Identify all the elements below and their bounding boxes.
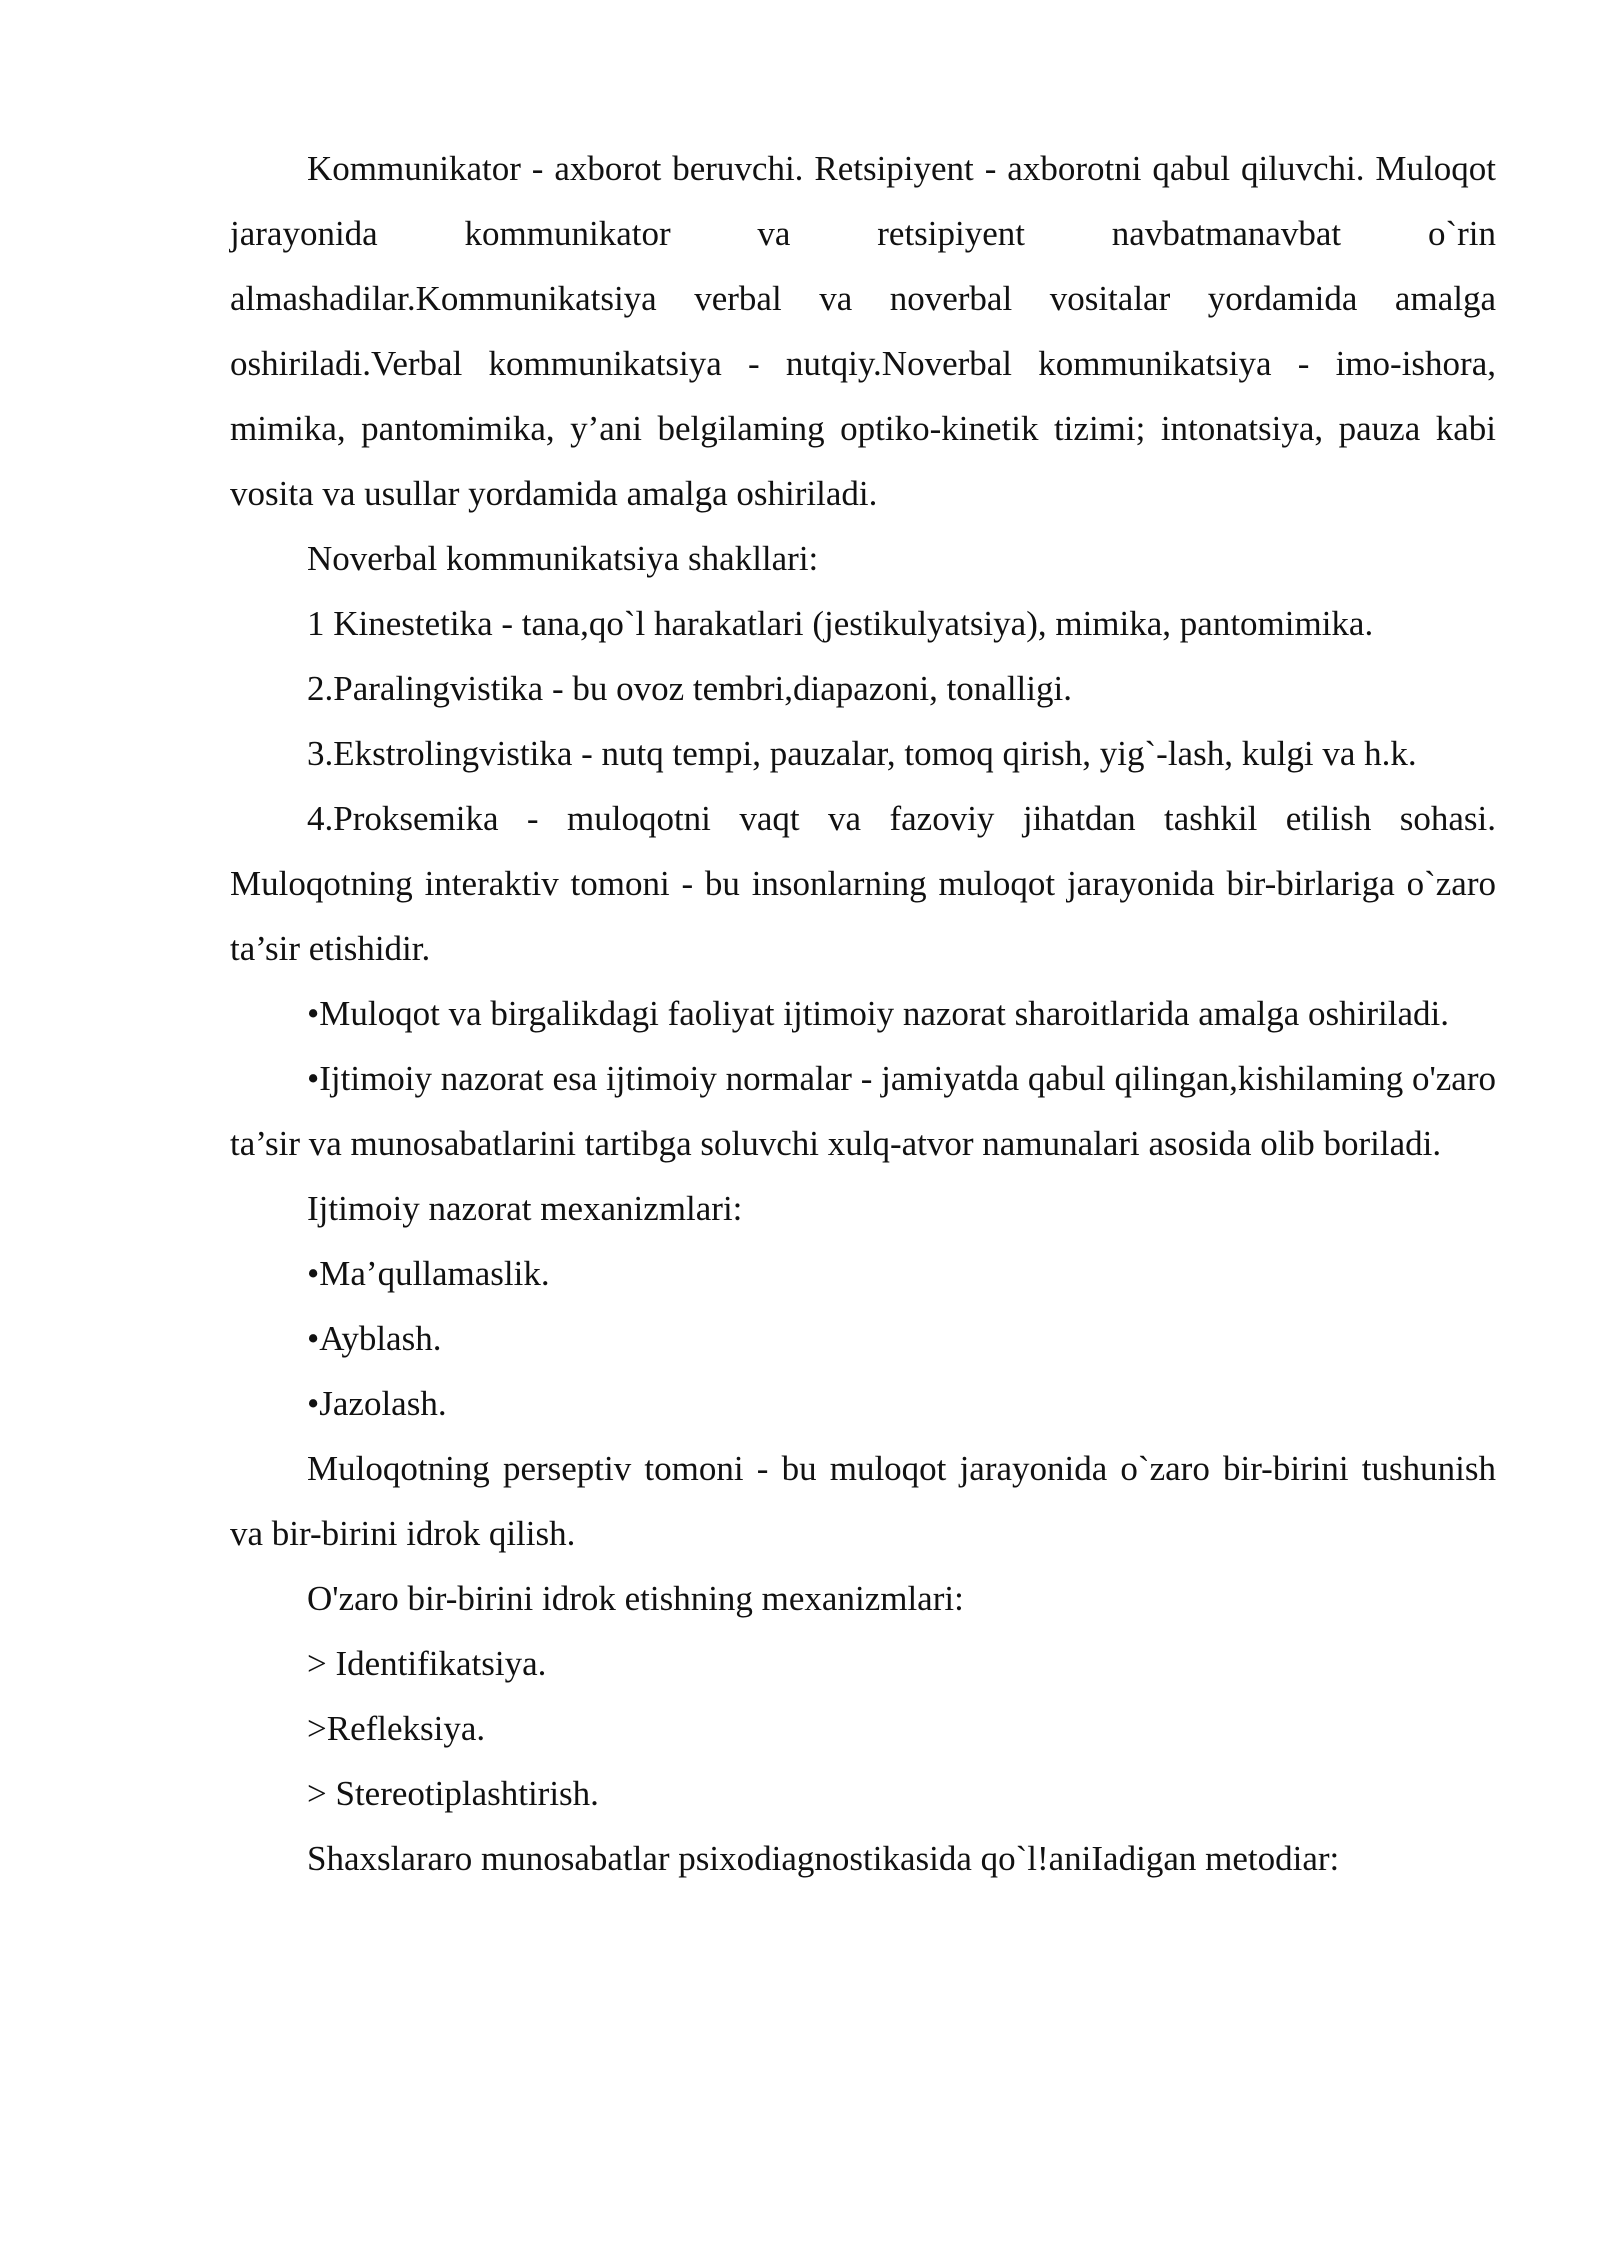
paragraph-idrok-mexanizmlari-heading: O'zaro bir-birini idrok etishning mexanizmlari: xyxy=(307,1579,964,1618)
paragraph-bullet-ijtimoiy-nazorat: •Ijtimoiy nazorat esa ijtimoiy normalar - jamiyatda qabul qilingan,kishilaming o'zaro ta’sir va munosabatlarini tartibga soluvchi xulq-atvor namunalari asosida olib boriladi. xyxy=(230,1059,1496,1163)
paragraph-nazorat-mexanizmlari-heading: Ijtimoiy nazorat mexanizmlari: xyxy=(307,1189,743,1228)
paragraph-paralingvistika: 2.Paralingvistika - bu ovoz tembri,diapazoni, tonalligi. xyxy=(307,669,1072,708)
document-page xyxy=(230,136,1496,1891)
paragraph-bullet-muloqot: •Muloqot va birgalikdagi faoliyat ijtimoiy nazorat sharoitlarida amalga oshiriladi. xyxy=(307,994,1450,1033)
paragraph-noverbal-forms-heading: Noverbal kommunikatsiya shakllari: xyxy=(307,539,819,578)
paragraph-perseptiv-tomoni: Muloqotning perseptiv tomoni - bu muloqot jarayonida o`zaro bir-birini tushunish va bir-birini idrok qilish. xyxy=(230,1449,1496,1553)
list-item-identifikatsiya: > Identifikatsiya. xyxy=(307,1644,547,1683)
list-item-maqullamaslik: •Ma’qullamaslik. xyxy=(307,1254,550,1293)
paragraph-ekstrolingvistika: 3.Ekstrolingvistika - nutq tempi, pauzalar, tomoq qirish, yig`-lash, kulgi va h.k. xyxy=(307,734,1417,773)
list-item-stereotiplashtirish: > Stereotiplashtirish. xyxy=(307,1774,599,1813)
list-item-refleksiya: >Refleksiya. xyxy=(307,1709,486,1748)
paragraph-kommunikator: Kommunikator - axborot beruvchi. Retsipiyent - axborotni qabul qiluvchi. Muloqot jarayonida kommunikator va retsipiyent navbatmanavbat o`rin almashadilar.Kommunikatsiya verbal va noverbal vositalar yordamida amalga oshiriladi.Verbal kommunikatsiya - nutqiy.Noverbal kommunikatsiya - imo-ishora, mimika, pantomimika, y’ani belgilaming optiko-kinetik tizimi; intonatsiya, pauza kabi vosita va usullar yordamida amalga oshiriladi. xyxy=(230,149,1496,513)
list-item-jazolash: •Jazolash. xyxy=(307,1384,447,1423)
paragraph-proksemika: 4.Proksemika - muloqotni vaqt va fazoviy jihatdan tashkil etilish sohasi. Muloqotning interaktiv tomoni - bu insonlarning muloqot jarayonida bir-birlariga o`zaro ta’sir etishidir. xyxy=(230,799,1496,968)
paragraph-kinestetika: 1 Kinestetika - tana,qo`l harakatlari (jestikulyatsiya), mimika, pantomimika. xyxy=(307,604,1374,643)
list-item-ayblash: •Ayblash. xyxy=(307,1319,442,1358)
paragraph-metodlar-heading: Shaxslararo munosabatlar psixodiagnostikasida qo`l!aniIadigan metodiar: xyxy=(307,1839,1340,1878)
